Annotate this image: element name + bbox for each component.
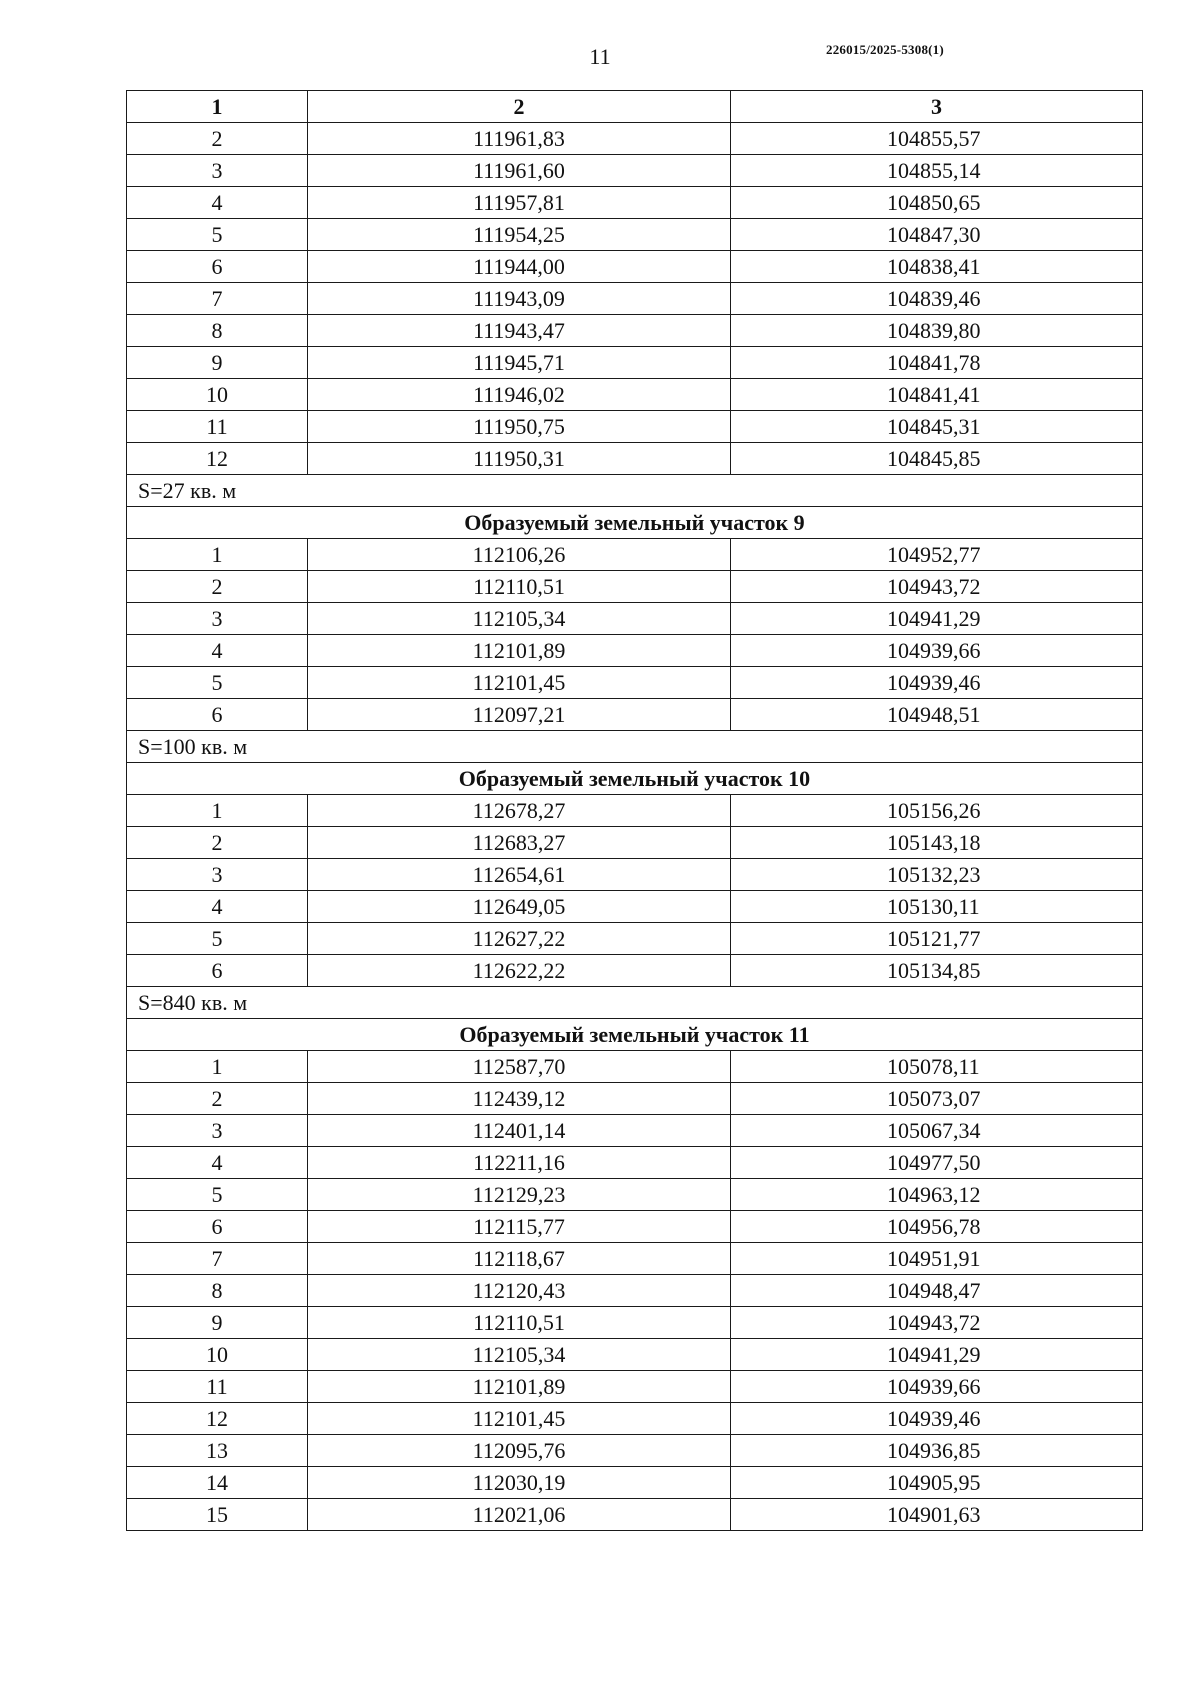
x-coordinate-cell: 112101,89 bbox=[308, 635, 731, 667]
y-coordinate-cell: 104939,46 bbox=[731, 1403, 1143, 1435]
y-coordinate-cell: 104936,85 bbox=[731, 1435, 1143, 1467]
point-number-cell: 1 bbox=[127, 539, 308, 571]
x-coordinate-cell: 112401,14 bbox=[308, 1115, 731, 1147]
table-row bbox=[127, 1179, 1143, 1211]
table-row bbox=[127, 283, 1143, 315]
table-row bbox=[127, 1051, 1143, 1083]
y-coordinate-cell: 105134,85 bbox=[731, 955, 1143, 987]
point-number-cell: 6 bbox=[127, 699, 308, 731]
point-number-cell: 3 bbox=[127, 859, 308, 891]
y-coordinate-cell: 104841,41 bbox=[731, 379, 1143, 411]
table-row bbox=[127, 1147, 1143, 1179]
section-title-row bbox=[127, 763, 1143, 795]
table-row bbox=[127, 571, 1143, 603]
table-row bbox=[127, 155, 1143, 187]
point-number-cell: 15 bbox=[127, 1499, 308, 1531]
x-coordinate-cell: 112115,77 bbox=[308, 1211, 731, 1243]
x-coordinate-cell: 112101,45 bbox=[308, 667, 731, 699]
point-number-cell: 10 bbox=[127, 1339, 308, 1371]
x-coordinate-cell: 111954,25 bbox=[308, 219, 731, 251]
column-header-x: 2 bbox=[308, 91, 731, 123]
table-row bbox=[127, 667, 1143, 699]
y-coordinate-cell: 104948,47 bbox=[731, 1275, 1143, 1307]
y-coordinate-cell: 105078,11 bbox=[731, 1051, 1143, 1083]
y-coordinate-cell: 104845,31 bbox=[731, 411, 1143, 443]
x-coordinate-cell: 111950,31 bbox=[308, 443, 731, 475]
x-coordinate-cell: 112021,06 bbox=[308, 1499, 731, 1531]
document-code: 226015/2025-5308(1) bbox=[826, 42, 944, 57]
section-title: Образуемый земельный участок 11 bbox=[127, 1019, 1143, 1051]
x-coordinate-cell: 112110,51 bbox=[308, 1307, 731, 1339]
x-coordinate-cell: 112120,43 bbox=[308, 1275, 731, 1307]
y-coordinate-cell: 104941,29 bbox=[731, 603, 1143, 635]
point-number-cell: 5 bbox=[127, 667, 308, 699]
table-row bbox=[127, 539, 1143, 571]
y-coordinate-cell: 104977,50 bbox=[731, 1147, 1143, 1179]
y-coordinate-cell: 104956,78 bbox=[731, 1211, 1143, 1243]
x-coordinate-cell: 111946,02 bbox=[308, 379, 731, 411]
table-row bbox=[127, 795, 1143, 827]
y-coordinate-cell: 104939,66 bbox=[731, 635, 1143, 667]
x-coordinate-cell: 112101,89 bbox=[308, 1371, 731, 1403]
y-coordinate-cell: 104841,78 bbox=[731, 347, 1143, 379]
table-row bbox=[127, 315, 1143, 347]
x-coordinate-cell: 112097,21 bbox=[308, 699, 731, 731]
y-coordinate-cell: 104943,72 bbox=[731, 571, 1143, 603]
point-number-cell: 4 bbox=[127, 1147, 308, 1179]
x-coordinate-cell: 111961,83 bbox=[308, 123, 731, 155]
area-row bbox=[127, 731, 1143, 763]
x-coordinate-cell: 112110,51 bbox=[308, 571, 731, 603]
table-row bbox=[127, 1275, 1143, 1307]
point-number-cell: 1 bbox=[127, 1051, 308, 1083]
y-coordinate-cell: 105067,34 bbox=[731, 1115, 1143, 1147]
section-title-row bbox=[127, 1019, 1143, 1051]
y-coordinate-cell: 104839,80 bbox=[731, 315, 1143, 347]
y-coordinate-cell: 104845,85 bbox=[731, 443, 1143, 475]
table-row bbox=[127, 923, 1143, 955]
point-number-cell: 5 bbox=[127, 923, 308, 955]
y-coordinate-cell: 105156,26 bbox=[731, 795, 1143, 827]
point-number-cell: 2 bbox=[127, 827, 308, 859]
y-coordinate-cell: 104939,46 bbox=[731, 667, 1143, 699]
y-coordinate-cell: 104939,66 bbox=[731, 1371, 1143, 1403]
table-row bbox=[127, 1499, 1143, 1531]
x-coordinate-cell: 111943,47 bbox=[308, 315, 731, 347]
table-row bbox=[127, 347, 1143, 379]
point-number-cell: 3 bbox=[127, 155, 308, 187]
x-coordinate-cell: 111944,00 bbox=[308, 251, 731, 283]
y-coordinate-cell: 104838,41 bbox=[731, 251, 1143, 283]
point-number-cell: 11 bbox=[127, 1371, 308, 1403]
point-number-cell: 8 bbox=[127, 1275, 308, 1307]
point-number-cell: 8 bbox=[127, 315, 308, 347]
x-coordinate-cell: 112654,61 bbox=[308, 859, 731, 891]
point-number-cell: 12 bbox=[127, 443, 308, 475]
x-coordinate-cell: 111945,71 bbox=[308, 347, 731, 379]
point-number-cell: 4 bbox=[127, 187, 308, 219]
point-number-cell: 4 bbox=[127, 635, 308, 667]
x-coordinate-cell: 112101,45 bbox=[308, 1403, 731, 1435]
table-row bbox=[127, 1083, 1143, 1115]
y-coordinate-cell: 104948,51 bbox=[731, 699, 1143, 731]
y-coordinate-cell: 104963,12 bbox=[731, 1179, 1143, 1211]
table-row bbox=[127, 603, 1143, 635]
table-row bbox=[127, 1435, 1143, 1467]
area-value: S=27 кв. м bbox=[127, 475, 1143, 507]
x-coordinate-cell: 112095,76 bbox=[308, 1435, 731, 1467]
section-title-row bbox=[127, 507, 1143, 539]
table-row bbox=[127, 251, 1143, 283]
table-row bbox=[127, 1243, 1143, 1275]
table-row bbox=[127, 1371, 1143, 1403]
x-coordinate-cell: 112105,34 bbox=[308, 603, 731, 635]
x-coordinate-cell: 112439,12 bbox=[308, 1083, 731, 1115]
y-coordinate-cell: 105073,07 bbox=[731, 1083, 1143, 1115]
table-row bbox=[127, 123, 1143, 155]
point-number-cell: 5 bbox=[127, 1179, 308, 1211]
area-value: S=840 кв. м bbox=[127, 987, 1143, 1019]
table-row bbox=[127, 1307, 1143, 1339]
section-title: Образуемый земельный участок 9 bbox=[127, 507, 1143, 539]
point-number-cell: 12 bbox=[127, 1403, 308, 1435]
table-row bbox=[127, 1403, 1143, 1435]
x-coordinate-cell: 112118,67 bbox=[308, 1243, 731, 1275]
point-number-cell: 5 bbox=[127, 219, 308, 251]
point-number-cell: 3 bbox=[127, 1115, 308, 1147]
point-number-cell: 6 bbox=[127, 955, 308, 987]
x-coordinate-cell: 112129,23 bbox=[308, 1179, 731, 1211]
x-coordinate-cell: 112030,19 bbox=[308, 1467, 731, 1499]
table-row bbox=[127, 379, 1143, 411]
table-row bbox=[127, 1339, 1143, 1371]
column-header-point: 1 bbox=[127, 91, 308, 123]
y-coordinate-cell: 104943,72 bbox=[731, 1307, 1143, 1339]
table-row bbox=[127, 219, 1143, 251]
section-title: Образуемый земельный участок 10 bbox=[127, 763, 1143, 795]
y-coordinate-cell: 104952,77 bbox=[731, 539, 1143, 571]
x-coordinate-cell: 111957,81 bbox=[308, 187, 731, 219]
y-coordinate-cell: 104855,14 bbox=[731, 155, 1143, 187]
x-coordinate-cell: 112678,27 bbox=[308, 795, 731, 827]
y-coordinate-cell: 104941,29 bbox=[731, 1339, 1143, 1371]
point-number-cell: 13 bbox=[127, 1435, 308, 1467]
table-row bbox=[127, 699, 1143, 731]
y-coordinate-cell: 104839,46 bbox=[731, 283, 1143, 315]
point-number-cell: 1 bbox=[127, 795, 308, 827]
x-coordinate-cell: 112106,26 bbox=[308, 539, 731, 571]
page-number: 11 bbox=[589, 44, 611, 69]
table-body bbox=[127, 123, 1143, 1531]
table-row bbox=[127, 1115, 1143, 1147]
x-coordinate-cell: 111943,09 bbox=[308, 283, 731, 315]
area-row bbox=[127, 475, 1143, 507]
area-value: S=100 кв. м bbox=[127, 731, 1143, 763]
x-coordinate-cell: 112627,22 bbox=[308, 923, 731, 955]
table-row bbox=[127, 411, 1143, 443]
table-row bbox=[127, 443, 1143, 475]
point-number-cell: 6 bbox=[127, 1211, 308, 1243]
point-number-cell: 7 bbox=[127, 283, 308, 315]
x-coordinate-cell: 112622,22 bbox=[308, 955, 731, 987]
x-coordinate-cell: 112105,34 bbox=[308, 1339, 731, 1371]
point-number-cell: 11 bbox=[127, 411, 308, 443]
point-number-cell: 7 bbox=[127, 1243, 308, 1275]
x-coordinate-cell: 112683,27 bbox=[308, 827, 731, 859]
table-row bbox=[127, 859, 1143, 891]
point-number-cell: 2 bbox=[127, 1083, 308, 1115]
point-number-cell: 2 bbox=[127, 571, 308, 603]
table-row bbox=[127, 635, 1143, 667]
y-coordinate-cell: 104905,95 bbox=[731, 1467, 1143, 1499]
y-coordinate-cell: 105143,18 bbox=[731, 827, 1143, 859]
x-coordinate-cell: 112211,16 bbox=[308, 1147, 731, 1179]
coordinates-table bbox=[126, 90, 1143, 1531]
y-coordinate-cell: 104855,57 bbox=[731, 123, 1143, 155]
y-coordinate-cell: 104847,30 bbox=[731, 219, 1143, 251]
point-number-cell: 6 bbox=[127, 251, 308, 283]
table-row bbox=[127, 1211, 1143, 1243]
point-number-cell: 3 bbox=[127, 603, 308, 635]
y-coordinate-cell: 105132,23 bbox=[731, 859, 1143, 891]
point-number-cell: 4 bbox=[127, 891, 308, 923]
x-coordinate-cell: 112587,70 bbox=[308, 1051, 731, 1083]
table-row bbox=[127, 955, 1143, 987]
x-coordinate-cell: 111961,60 bbox=[308, 155, 731, 187]
table-row bbox=[127, 187, 1143, 219]
x-coordinate-cell: 111950,75 bbox=[308, 411, 731, 443]
y-coordinate-cell: 104901,63 bbox=[731, 1499, 1143, 1531]
table-row bbox=[127, 827, 1143, 859]
point-number-cell: 9 bbox=[127, 1307, 308, 1339]
column-header-y: 3 bbox=[731, 91, 1143, 123]
y-coordinate-cell: 104951,91 bbox=[731, 1243, 1143, 1275]
table-row bbox=[127, 1467, 1143, 1499]
point-number-cell: 9 bbox=[127, 347, 308, 379]
area-row bbox=[127, 987, 1143, 1019]
point-number-cell: 10 bbox=[127, 379, 308, 411]
y-coordinate-cell: 105121,77 bbox=[731, 923, 1143, 955]
table-row bbox=[127, 891, 1143, 923]
y-coordinate-cell: 104850,65 bbox=[731, 187, 1143, 219]
y-coordinate-cell: 105130,11 bbox=[731, 891, 1143, 923]
x-coordinate-cell: 112649,05 bbox=[308, 891, 731, 923]
table-header-row bbox=[127, 91, 1143, 123]
point-number-cell: 14 bbox=[127, 1467, 308, 1499]
point-number-cell: 2 bbox=[127, 123, 308, 155]
